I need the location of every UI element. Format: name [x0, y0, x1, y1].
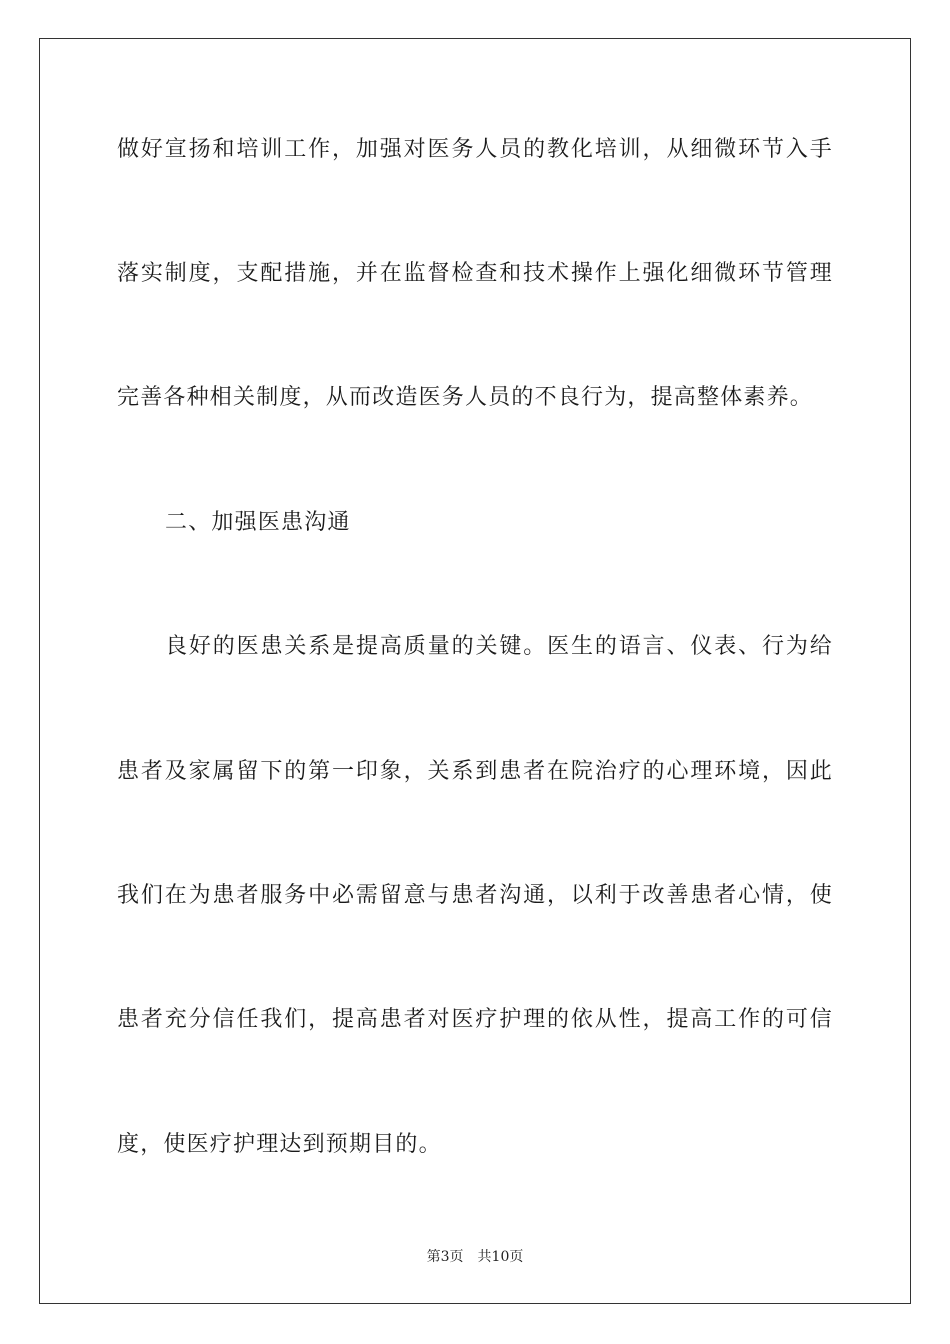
- paragraph-line: 落实制度，支配措施，并在监督检查和技术操作上强化细微环节管理: [117, 261, 833, 286]
- section-heading: 二、加强医患沟通: [165, 510, 351, 535]
- paragraph-line: 良好的医患关系是提高质量的关键。医生的语言、仪表、行为给: [165, 634, 833, 659]
- page-number: 第3页: [426, 1249, 464, 1265]
- paragraph-line: 患者充分信任我们，提高患者对医疗护理的依从性，提高工作的可信: [117, 1007, 833, 1032]
- paragraph-line: 完善各种相关制度，从而改造医务人员的不良行为，提高整体素养。: [117, 385, 814, 410]
- paragraph-line: 度，使医疗护理达到预期目的。: [117, 1132, 442, 1157]
- page-border: [39, 38, 911, 1304]
- paragraph-line: 我们在为患者服务中必需留意与患者沟通，以利于改善患者心情，使: [117, 883, 833, 908]
- paragraph-line: 患者及家属留下的第一印象，关系到患者在院治疗的心理环境，因此: [117, 759, 833, 784]
- page-total: 共10页: [477, 1249, 524, 1265]
- paragraph-line: 做好宣扬和培训工作，加强对医务人员的教化培训，从细微环节入手: [117, 137, 833, 162]
- page-footer: [0, 1248, 950, 1266]
